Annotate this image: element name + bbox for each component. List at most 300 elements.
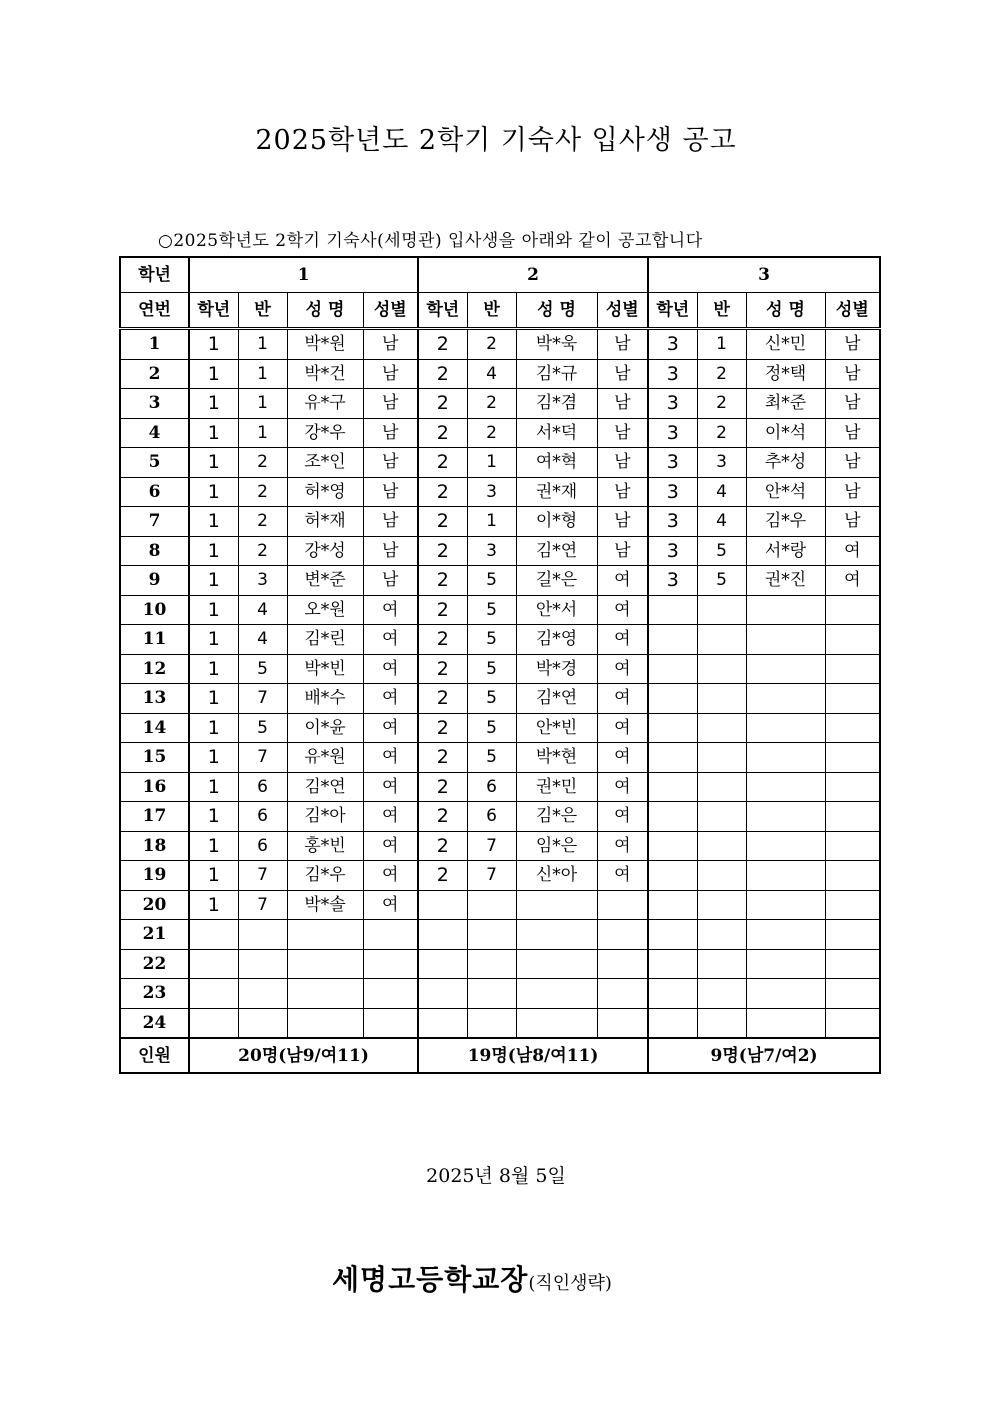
grade-1-name-cell: 박*솔: [287, 890, 363, 920]
col-gender-header: 성별: [825, 293, 880, 329]
grade-3-name-cell: 신*민: [746, 329, 825, 360]
grade-2-gender-cell: [597, 1008, 648, 1038]
table-row: [120, 890, 880, 920]
grade-3-grade-cell: [648, 595, 697, 625]
page-title: 2025학년도 2학기 기숙사 입사생 공고: [255, 125, 737, 156]
serial-number-cell: 1: [120, 329, 189, 360]
grade-1-class-cell: 4: [238, 625, 287, 655]
table-row: [120, 507, 880, 537]
grade-1-gender-cell: 남: [363, 507, 418, 537]
grade-1-class-cell: 2: [238, 536, 287, 566]
grade-2-name-cell: [516, 1008, 597, 1038]
grade-2-class-cell: 5: [467, 713, 516, 743]
grade-2-grade-cell: 2: [418, 772, 467, 802]
grade-2-name-cell: 김*겸: [516, 389, 597, 419]
grade-3-name-cell: [746, 861, 825, 891]
grade-2-grade-cell: 2: [418, 684, 467, 714]
grade-3-class-cell: [697, 595, 746, 625]
grade-1-grade-cell: 1: [189, 448, 238, 478]
grade-3-class-cell: [697, 831, 746, 861]
grade-2-class-cell: 3: [467, 477, 516, 507]
grade-2-grade-cell: 2: [418, 418, 467, 448]
grade-1-name-cell: 박*빈: [287, 654, 363, 684]
grade-3-name-cell: 이*석: [746, 418, 825, 448]
grade-3-grade-cell: [648, 713, 697, 743]
grade-3-class-cell: [697, 625, 746, 655]
grade-2-class-cell: 2: [467, 329, 516, 360]
table-row: [120, 477, 880, 507]
grade-3-class-cell: 5: [697, 566, 746, 596]
grade-2-gender-cell: 남: [597, 507, 648, 537]
grade-1-grade-cell: 1: [189, 566, 238, 596]
grade-2-gender-cell: 여: [597, 861, 648, 891]
grade-1-name-cell: 박*원: [287, 329, 363, 360]
grade-3-class-cell: [697, 772, 746, 802]
grade-2-gender-cell: 남: [597, 418, 648, 448]
grade-2-class-cell: 5: [467, 743, 516, 773]
grade-3-class-cell: [697, 890, 746, 920]
grade-2-name-cell: 박*현: [516, 743, 597, 773]
grade-2-name-cell: [516, 890, 597, 920]
col-gender-header: 성별: [597, 293, 648, 329]
grade-3-gender-cell: [825, 713, 880, 743]
grade-3-name-cell: [746, 979, 825, 1009]
grade-2-gender-cell: 여: [597, 684, 648, 714]
grade-1-grade-cell: 1: [189, 625, 238, 655]
table-row: [120, 654, 880, 684]
table-row: [120, 536, 880, 566]
grade-2-gender-cell: 여: [597, 772, 648, 802]
grade-1-name-cell: 허*재: [287, 507, 363, 537]
grade-1-class-cell: 1: [238, 389, 287, 419]
grade-3-gender-cell: [825, 890, 880, 920]
grade-3-grade-cell: [648, 743, 697, 773]
grade-1-name-cell: 김*우: [287, 861, 363, 891]
serial-number-cell: 14: [120, 713, 189, 743]
grade-2-gender-cell: 여: [597, 566, 648, 596]
grade-1-class-cell: 2: [238, 477, 287, 507]
grade-3-gender-cell: [825, 743, 880, 773]
grade-1-class-cell: [238, 949, 287, 979]
table-row: [120, 448, 880, 478]
grade-2-name-cell: 김*규: [516, 359, 597, 389]
grade-2-gender-cell: 여: [597, 595, 648, 625]
grade-2-grade-cell: 2: [418, 389, 467, 419]
grade-2-grade-cell: 2: [418, 329, 467, 360]
grade-1-name-cell: 유*원: [287, 743, 363, 773]
grade-1-name-cell: 유*구: [287, 389, 363, 419]
grade-1-grade-cell: 1: [189, 507, 238, 537]
grade-2-grade-cell: 2: [418, 595, 467, 625]
grade-3-class-cell: [697, 949, 746, 979]
grade-1-class-cell: 7: [238, 861, 287, 891]
serial-number-cell: 2: [120, 359, 189, 389]
table-row: [120, 802, 880, 832]
grade-2-grade-cell: 2: [418, 861, 467, 891]
grade-3-header: 3: [648, 257, 880, 293]
col-grade-header: 학년: [189, 293, 238, 329]
grade-1-class-cell: 5: [238, 713, 287, 743]
grade-2-class-cell: 6: [467, 772, 516, 802]
grade-1-gender-cell: 여: [363, 861, 418, 891]
grade-header-label: 학년: [120, 257, 189, 293]
grade-3-grade-cell: [648, 802, 697, 832]
grade-3-grade-cell: 3: [648, 359, 697, 389]
grade-2-gender-cell: 여: [597, 625, 648, 655]
serial-header: 연번: [120, 293, 189, 329]
serial-number-cell: 12: [120, 654, 189, 684]
grade-3-name-cell: [746, 831, 825, 861]
grade-1-class-cell: 6: [238, 831, 287, 861]
grade-1-grade-cell: [189, 1008, 238, 1038]
grade-3-gender-cell: [825, 1008, 880, 1038]
serial-number-cell: 20: [120, 890, 189, 920]
grade-3-name-cell: [746, 1008, 825, 1038]
grade-2-class-cell: 5: [467, 625, 516, 655]
table-row: [120, 743, 880, 773]
grade-3-class-cell: [697, 654, 746, 684]
grade-3-gender-cell: 남: [825, 477, 880, 507]
grade-3-grade-cell: 3: [648, 389, 697, 419]
serial-number-cell: 8: [120, 536, 189, 566]
grade-3-grade-cell: [648, 890, 697, 920]
grade-1-name-cell: 오*원: [287, 595, 363, 625]
grade-3-name-cell: 정*택: [746, 359, 825, 389]
grade-3-name-cell: 최*준: [746, 389, 825, 419]
grade-2-class-cell: 2: [467, 418, 516, 448]
grade-3-grade-cell: [648, 772, 697, 802]
grade-3-class-cell: [697, 684, 746, 714]
grade-1-name-cell: 조*인: [287, 448, 363, 478]
col-name-header: 성 명: [287, 293, 363, 329]
grade-3-name-cell: [746, 890, 825, 920]
grade-3-name-cell: [746, 625, 825, 655]
grade-3-name-cell: [746, 772, 825, 802]
grade-2-class-cell: 2: [467, 389, 516, 419]
grade-2-gender-cell: 남: [597, 389, 648, 419]
grade-1-name-cell: 김*아: [287, 802, 363, 832]
grade-3-name-cell: 권*진: [746, 566, 825, 596]
grade-2-class-cell: 5: [467, 654, 516, 684]
grade-3-name-cell: [746, 743, 825, 773]
grade-3-name-cell: 추*성: [746, 448, 825, 478]
grade-2-grade-cell: [418, 1008, 467, 1038]
grade-2-grade-cell: 2: [418, 743, 467, 773]
grade-2-total: 19명(남8/여11): [418, 1038, 648, 1073]
serial-number-cell: 10: [120, 595, 189, 625]
grade-3-grade-cell: 3: [648, 418, 697, 448]
grade-3-grade-cell: [648, 1008, 697, 1038]
grade-1-grade-cell: 1: [189, 861, 238, 891]
grade-1-name-cell: 김*린: [287, 625, 363, 655]
table-row: [120, 418, 880, 448]
grade-2-grade-cell: 2: [418, 831, 467, 861]
grade-1-grade-cell: 1: [189, 418, 238, 448]
grade-2-grade-cell: [418, 949, 467, 979]
grade-2-gender-cell: 여: [597, 802, 648, 832]
grade-2-gender-cell: 여: [597, 831, 648, 861]
grade-1-gender-cell: 여: [363, 625, 418, 655]
col-class-header: 반: [467, 293, 516, 329]
grade-2-gender-cell: 여: [597, 713, 648, 743]
grade-1-gender-cell: 남: [363, 418, 418, 448]
grade-2-name-cell: 길*은: [516, 566, 597, 596]
grade-1-name-cell: 배*수: [287, 684, 363, 714]
grade-1-gender-cell: 남: [363, 448, 418, 478]
grade-1-class-cell: 7: [238, 890, 287, 920]
grade-1-grade-cell: 1: [189, 802, 238, 832]
grade-2-name-cell: 김*연: [516, 684, 597, 714]
grade-3-gender-cell: [825, 595, 880, 625]
column-header-row: [120, 293, 880, 329]
grade-1-grade-cell: [189, 949, 238, 979]
grade-2-gender-cell: 남: [597, 448, 648, 478]
table-row: [120, 1008, 880, 1038]
grade-2-name-cell: 김*연: [516, 536, 597, 566]
grade-2-gender-cell: [597, 979, 648, 1009]
grade-2-grade-cell: 2: [418, 448, 467, 478]
grade-2-gender-cell: 남: [597, 329, 648, 360]
grade-3-grade-cell: [648, 920, 697, 950]
grade-2-name-cell: 박*욱: [516, 329, 597, 360]
grade-1-grade-cell: 1: [189, 595, 238, 625]
grade-3-gender-cell: [825, 861, 880, 891]
grade-1-class-cell: 4: [238, 595, 287, 625]
grade-3-class-cell: 1: [697, 329, 746, 360]
grade-2-class-cell: [467, 920, 516, 950]
grade-2-name-cell: 여*혁: [516, 448, 597, 478]
serial-number-cell: 23: [120, 979, 189, 1009]
grade-2-grade-cell: [418, 890, 467, 920]
grade-3-class-cell: 4: [697, 507, 746, 537]
grade-1-gender-cell: [363, 920, 418, 950]
grade-1-gender-cell: [363, 949, 418, 979]
grade-3-grade-cell: [648, 949, 697, 979]
grade-1-name-cell: 강*우: [287, 418, 363, 448]
grade-2-header: 2: [418, 257, 648, 293]
dormitory-roster-table: [119, 256, 881, 1074]
serial-number-cell: 16: [120, 772, 189, 802]
table-row: [120, 595, 880, 625]
grade-1-grade-cell: 1: [189, 477, 238, 507]
grade-1-gender-cell: 여: [363, 890, 418, 920]
grade-3-class-cell: 2: [697, 389, 746, 419]
grade-3-gender-cell: [825, 920, 880, 950]
grade-1-header: 1: [189, 257, 418, 293]
grade-3-grade-cell: 3: [648, 536, 697, 566]
col-name-header: 성 명: [516, 293, 597, 329]
grade-2-class-cell: 3: [467, 536, 516, 566]
grade-1-grade-cell: 1: [189, 713, 238, 743]
grade-1-class-cell: 2: [238, 507, 287, 537]
grade-3-gender-cell: [825, 625, 880, 655]
grade-1-grade-cell: 1: [189, 329, 238, 360]
totals-label: 인원: [120, 1038, 189, 1073]
grade-1-gender-cell: 남: [363, 477, 418, 507]
serial-number-cell: 4: [120, 418, 189, 448]
grade-1-name-cell: 변*준: [287, 566, 363, 596]
grade-2-name-cell: 김*은: [516, 802, 597, 832]
grade-3-gender-cell: [825, 684, 880, 714]
table-row: [120, 920, 880, 950]
grade-3-class-cell: [697, 979, 746, 1009]
grade-3-name-cell: [746, 949, 825, 979]
col-name-header: 성 명: [746, 293, 825, 329]
grade-1-total: 20명(남9/여11): [189, 1038, 418, 1073]
grade-1-gender-cell: [363, 979, 418, 1009]
grade-1-gender-cell: [363, 1008, 418, 1038]
grade-2-gender-cell: 여: [597, 743, 648, 773]
grade-2-gender-cell: [597, 949, 648, 979]
grade-3-name-cell: [746, 595, 825, 625]
grade-header-row: [120, 257, 880, 293]
serial-number-cell: 24: [120, 1008, 189, 1038]
grade-2-grade-cell: 2: [418, 536, 467, 566]
grade-1-name-cell: [287, 920, 363, 950]
serial-number-cell: 5: [120, 448, 189, 478]
seal-note: (직인생략): [528, 1273, 612, 1294]
table-row: [120, 979, 880, 1009]
grade-3-grade-cell: [648, 861, 697, 891]
grade-1-grade-cell: 1: [189, 359, 238, 389]
grade-1-class-cell: 6: [238, 772, 287, 802]
grade-2-grade-cell: 2: [418, 566, 467, 596]
col-gender-header: 성별: [363, 293, 418, 329]
totals-row: [120, 1038, 880, 1073]
grade-1-class-cell: 1: [238, 359, 287, 389]
grade-3-grade-cell: [648, 684, 697, 714]
table-row: [120, 684, 880, 714]
grade-2-class-cell: 6: [467, 802, 516, 832]
grade-2-class-cell: 1: [467, 507, 516, 537]
grade-3-class-cell: [697, 802, 746, 832]
grade-1-grade-cell: [189, 920, 238, 950]
grade-1-class-cell: [238, 979, 287, 1009]
serial-number-cell: 13: [120, 684, 189, 714]
grade-3-name-cell: [746, 684, 825, 714]
grade-1-class-cell: 3: [238, 566, 287, 596]
grade-1-name-cell: 김*연: [287, 772, 363, 802]
grade-2-gender-cell: [597, 920, 648, 950]
grade-1-class-cell: [238, 1008, 287, 1038]
grade-1-name-cell: 홍*빈: [287, 831, 363, 861]
grade-2-class-cell: 7: [467, 861, 516, 891]
grade-3-grade-cell: 3: [648, 507, 697, 537]
grade-2-class-cell: 7: [467, 831, 516, 861]
grade-2-grade-cell: 2: [418, 713, 467, 743]
grade-1-class-cell: [238, 920, 287, 950]
grade-1-class-cell: 1: [238, 329, 287, 360]
grade-3-gender-cell: 남: [825, 507, 880, 537]
table-row: [120, 389, 880, 419]
grade-3-class-cell: [697, 713, 746, 743]
table-row: [120, 772, 880, 802]
signer-name: 세명고등학교장: [332, 1263, 529, 1296]
col-class-header: 반: [697, 293, 746, 329]
grade-2-name-cell: 이*형: [516, 507, 597, 537]
serial-number-cell: 9: [120, 566, 189, 596]
grade-1-grade-cell: 1: [189, 389, 238, 419]
grade-3-class-cell: 2: [697, 359, 746, 389]
grade-1-gender-cell: 남: [363, 389, 418, 419]
grade-1-grade-cell: 1: [189, 890, 238, 920]
grade-2-gender-cell: 여: [597, 654, 648, 684]
grade-1-grade-cell: 1: [189, 772, 238, 802]
grade-2-name-cell: 안*서: [516, 595, 597, 625]
grade-2-gender-cell: 남: [597, 359, 648, 389]
grade-2-gender-cell: 남: [597, 536, 648, 566]
grade-2-grade-cell: 2: [418, 359, 467, 389]
serial-number-cell: 6: [120, 477, 189, 507]
serial-number-cell: 22: [120, 949, 189, 979]
grade-3-gender-cell: [825, 831, 880, 861]
grade-3-class-cell: 3: [697, 448, 746, 478]
grade-2-name-cell: [516, 949, 597, 979]
grade-3-gender-cell: 여: [825, 536, 880, 566]
table-row: [120, 359, 880, 389]
grade-3-gender-cell: [825, 772, 880, 802]
grade-3-total: 9명(남7/여2): [648, 1038, 880, 1073]
notice-date: 2025년 8월 5일: [426, 1165, 566, 1187]
grade-3-grade-cell: [648, 979, 697, 1009]
col-class-header: 반: [238, 293, 287, 329]
grade-3-gender-cell: 남: [825, 418, 880, 448]
grade-1-grade-cell: 1: [189, 536, 238, 566]
grade-1-grade-cell: 1: [189, 743, 238, 773]
grade-3-grade-cell: 3: [648, 329, 697, 360]
serial-number-cell: 15: [120, 743, 189, 773]
grade-3-name-cell: 안*석: [746, 477, 825, 507]
serial-number-cell: 19: [120, 861, 189, 891]
grade-2-class-cell: [467, 949, 516, 979]
grade-3-name-cell: [746, 654, 825, 684]
grade-2-class-cell: [467, 890, 516, 920]
grade-3-gender-cell: 남: [825, 329, 880, 360]
serial-number-cell: 18: [120, 831, 189, 861]
grade-2-class-cell: [467, 1008, 516, 1038]
grade-3-grade-cell: [648, 654, 697, 684]
grade-2-name-cell: 박*경: [516, 654, 597, 684]
grade-1-grade-cell: 1: [189, 684, 238, 714]
grade-1-gender-cell: 여: [363, 831, 418, 861]
grade-3-gender-cell: [825, 949, 880, 979]
grade-3-class-cell: [697, 1008, 746, 1038]
grade-1-class-cell: 2: [238, 448, 287, 478]
grade-2-gender-cell: 남: [597, 477, 648, 507]
grade-1-gender-cell: 여: [363, 772, 418, 802]
grade-2-name-cell: 안*빈: [516, 713, 597, 743]
grade-2-grade-cell: [418, 920, 467, 950]
grade-2-grade-cell: 2: [418, 654, 467, 684]
grade-1-gender-cell: 남: [363, 359, 418, 389]
grade-2-grade-cell: 2: [418, 802, 467, 832]
grade-2-name-cell: 임*은: [516, 831, 597, 861]
grade-3-grade-cell: 3: [648, 566, 697, 596]
grade-1-gender-cell: 남: [363, 329, 418, 360]
table-row: [120, 861, 880, 891]
grade-1-class-cell: 6: [238, 802, 287, 832]
grade-3-name-cell: 서*랑: [746, 536, 825, 566]
table-row: [120, 713, 880, 743]
grade-2-name-cell: 권*재: [516, 477, 597, 507]
grade-1-name-cell: 박*건: [287, 359, 363, 389]
grade-3-class-cell: 4: [697, 477, 746, 507]
grade-3-gender-cell: [825, 802, 880, 832]
serial-number-cell: 11: [120, 625, 189, 655]
grade-1-gender-cell: 여: [363, 743, 418, 773]
grade-1-class-cell: 7: [238, 684, 287, 714]
grade-1-name-cell: [287, 1008, 363, 1038]
